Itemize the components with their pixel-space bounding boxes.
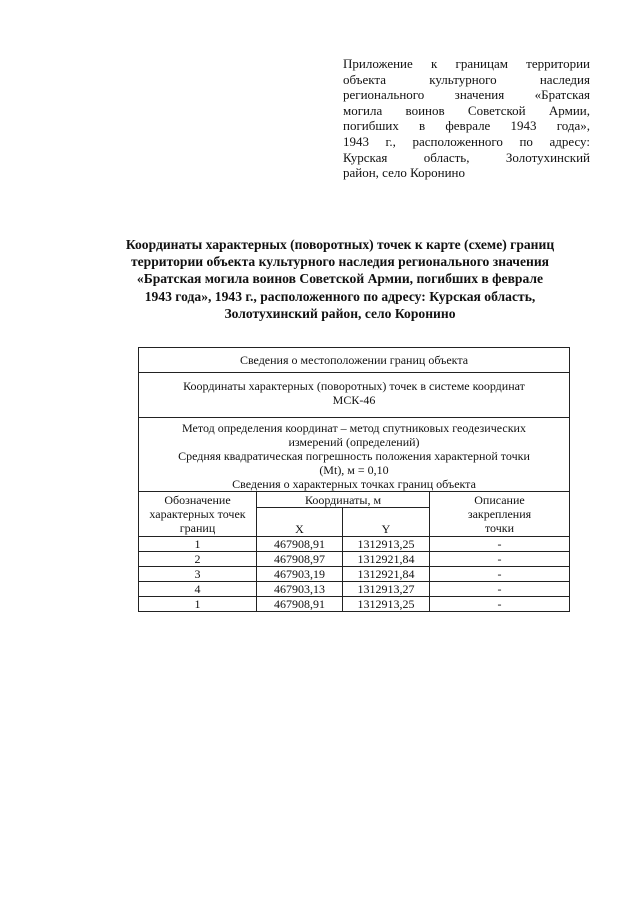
description-header-line: точки <box>484 521 515 535</box>
desc-cell: - <box>430 597 570 612</box>
coord-system-line: МСК-46 <box>332 393 376 407</box>
document-title <box>90 236 590 322</box>
appendix-line: район, село Коронино <box>343 165 466 181</box>
table-row <box>139 567 570 582</box>
point-cell: 2 <box>139 552 257 567</box>
x-cell: 467903,19 <box>257 567 343 582</box>
desc-cell: - <box>430 537 570 552</box>
coord-system-cell <box>139 373 570 418</box>
description-header-line: закрепления <box>467 507 532 521</box>
title-line: Координаты характерных (поворотных) точек к карте (схеме) границ <box>125 237 555 252</box>
coordinates-table <box>138 347 570 612</box>
designation-header-line: Обозначение <box>164 493 231 507</box>
description-header-line: Описание <box>474 493 525 507</box>
x-cell: 467908,97 <box>257 552 343 567</box>
table-row <box>139 552 570 567</box>
x-cell: 467908,91 <box>257 597 343 612</box>
y-cell: 1312913,27 <box>343 582 430 597</box>
x-cell: 467908,91 <box>257 537 343 552</box>
title-line: 1943 года», 1943 г., расположенного по адресу: Курская область, <box>144 288 536 304</box>
point-cell: 1 <box>139 537 257 552</box>
designation-header-line: характерных точек <box>149 507 246 521</box>
appendix-line: 1943 г., расположенного по адресу: <box>343 133 590 149</box>
desc-cell: - <box>430 582 570 597</box>
y-cell: 1312913,25 <box>343 597 430 612</box>
coords-header: Координаты, м <box>257 492 430 508</box>
method-line: Сведения о характерных точках границ объекта <box>232 477 476 491</box>
y-cell: 1312921,84 <box>343 552 430 567</box>
method-cell <box>139 418 570 492</box>
x-header: X <box>257 508 343 537</box>
method-line: измерений (определений) <box>288 435 420 449</box>
section-header-cell <box>139 348 570 373</box>
designation-header <box>139 492 257 537</box>
appendix-line: Курская область, Золотухинский <box>343 149 590 165</box>
point-cell: 1 <box>139 597 257 612</box>
table-row <box>139 597 570 612</box>
desc-cell: - <box>430 552 570 567</box>
description-header <box>430 492 570 537</box>
designation-header-line: границ <box>179 521 216 535</box>
appendix-line: могила воинов Советской Армии, <box>343 102 590 118</box>
appendix-line: объекта культурного наследия <box>343 71 590 87</box>
point-cell: 4 <box>139 582 257 597</box>
desc-cell: - <box>430 567 570 582</box>
title-line: территории объекта культурного наследия регионального значения <box>130 254 550 270</box>
table-row <box>139 537 570 552</box>
y-cell: 1312913,25 <box>343 537 430 552</box>
coord-system-line: Координаты характерных (поворотных) точек в системе координат <box>183 379 525 393</box>
appendix-line: регионального значения «Братская <box>343 87 590 103</box>
appendix-line: Приложение к границам территории <box>343 56 590 71</box>
point-cell: 3 <box>139 567 257 582</box>
appendix-note <box>343 56 590 181</box>
method-line: (Mt), м = 0,10 <box>319 463 389 477</box>
method-line: Метод определения координат – метод спутниковых геодезических <box>182 421 526 435</box>
section-header: Сведения о местоположении границ объекта <box>239 353 469 367</box>
x-cell: 467903,13 <box>257 582 343 597</box>
title-line: «Братская могила воинов Советской Армии, погибших в феврале <box>136 271 544 287</box>
table-row <box>139 582 570 597</box>
y-header: Y <box>343 508 430 537</box>
title-line: Золотухинский район, село Коронино <box>224 305 456 321</box>
y-cell: 1312921,84 <box>343 567 430 582</box>
appendix-line: погибших в феврале 1943 года», <box>343 118 590 134</box>
method-line: Средняя квадратическая погрешность положения характерной точки <box>178 449 530 463</box>
